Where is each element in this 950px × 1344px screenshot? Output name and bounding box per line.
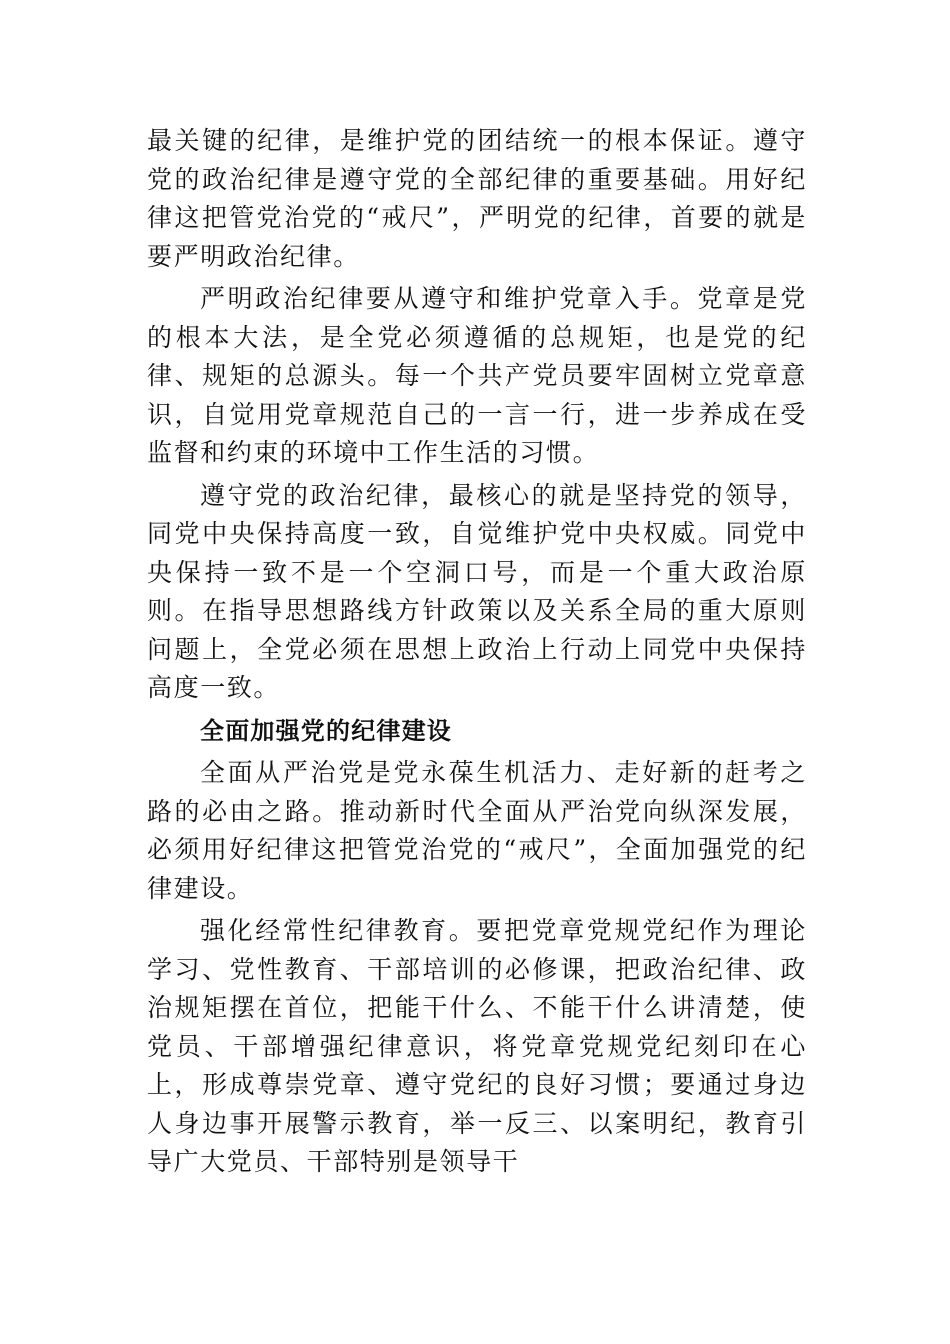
paragraph-2: 严明政治纪律要从遵守和维护党章入手。党章是党的根本大法，是全党必须遵循的总规矩，也是党的纪律、规矩的总源头。每一个共产党员要牢固树立党章意识，自觉用党章规范自己的一言一行，进一步养成在受监督和约束的环境中工作生活的习惯。 bbox=[147, 284, 807, 467]
paragraph-4: 全面从严治党是党永葆生机活力、走好新的赶考之路的必由之路。推动新时代全面从严治党向纵深发展，必须用好纪律这把管党治党的“戒尺”，全面加强党的纪律建设。 bbox=[147, 758, 807, 903]
document-body bbox=[147, 122, 807, 1186]
section-heading: 全面加强党的纪律建设 bbox=[200, 716, 452, 745]
paragraph-3: 遵守党的政治纪律，最核心的就是坚持党的领导，同党中央保持高度一致，自觉维护党中央权威。同党中央保持一致不是一个空洞口号，而是一个重大政治原则。在指导思想路线方针政策以及关系全局的重大原则问题上，全党必须在思想上政治上行动上同党中央保持高度一致。 bbox=[147, 480, 807, 702]
paragraph-5: 强化经常性纪律教育。要把党章党规党纪作为理论学习、党性教育、干部培训的必修课，把政治纪律、政治规矩摆在首位，把能干什么、不能干什么讲清楚，使党员、干部增强纪律意识，将党章党规党纪刻印在心上，形成尊崇党章、遵守党纪的良好习惯；要通过身边人身边事开展警示教育，举一反三、以案明纪，教育引导广大党员、干部特别是领导干 bbox=[147, 916, 807, 1176]
paragraph-1: 最关键的纪律，是维护党的团结统一的根本保证。遵守党的政治纪律是遵守党的全部纪律的重要基础。用好纪律这把管党治党的“戒尺”，严明党的纪律，首要的就是要严明政治纪律。 bbox=[147, 126, 807, 271]
